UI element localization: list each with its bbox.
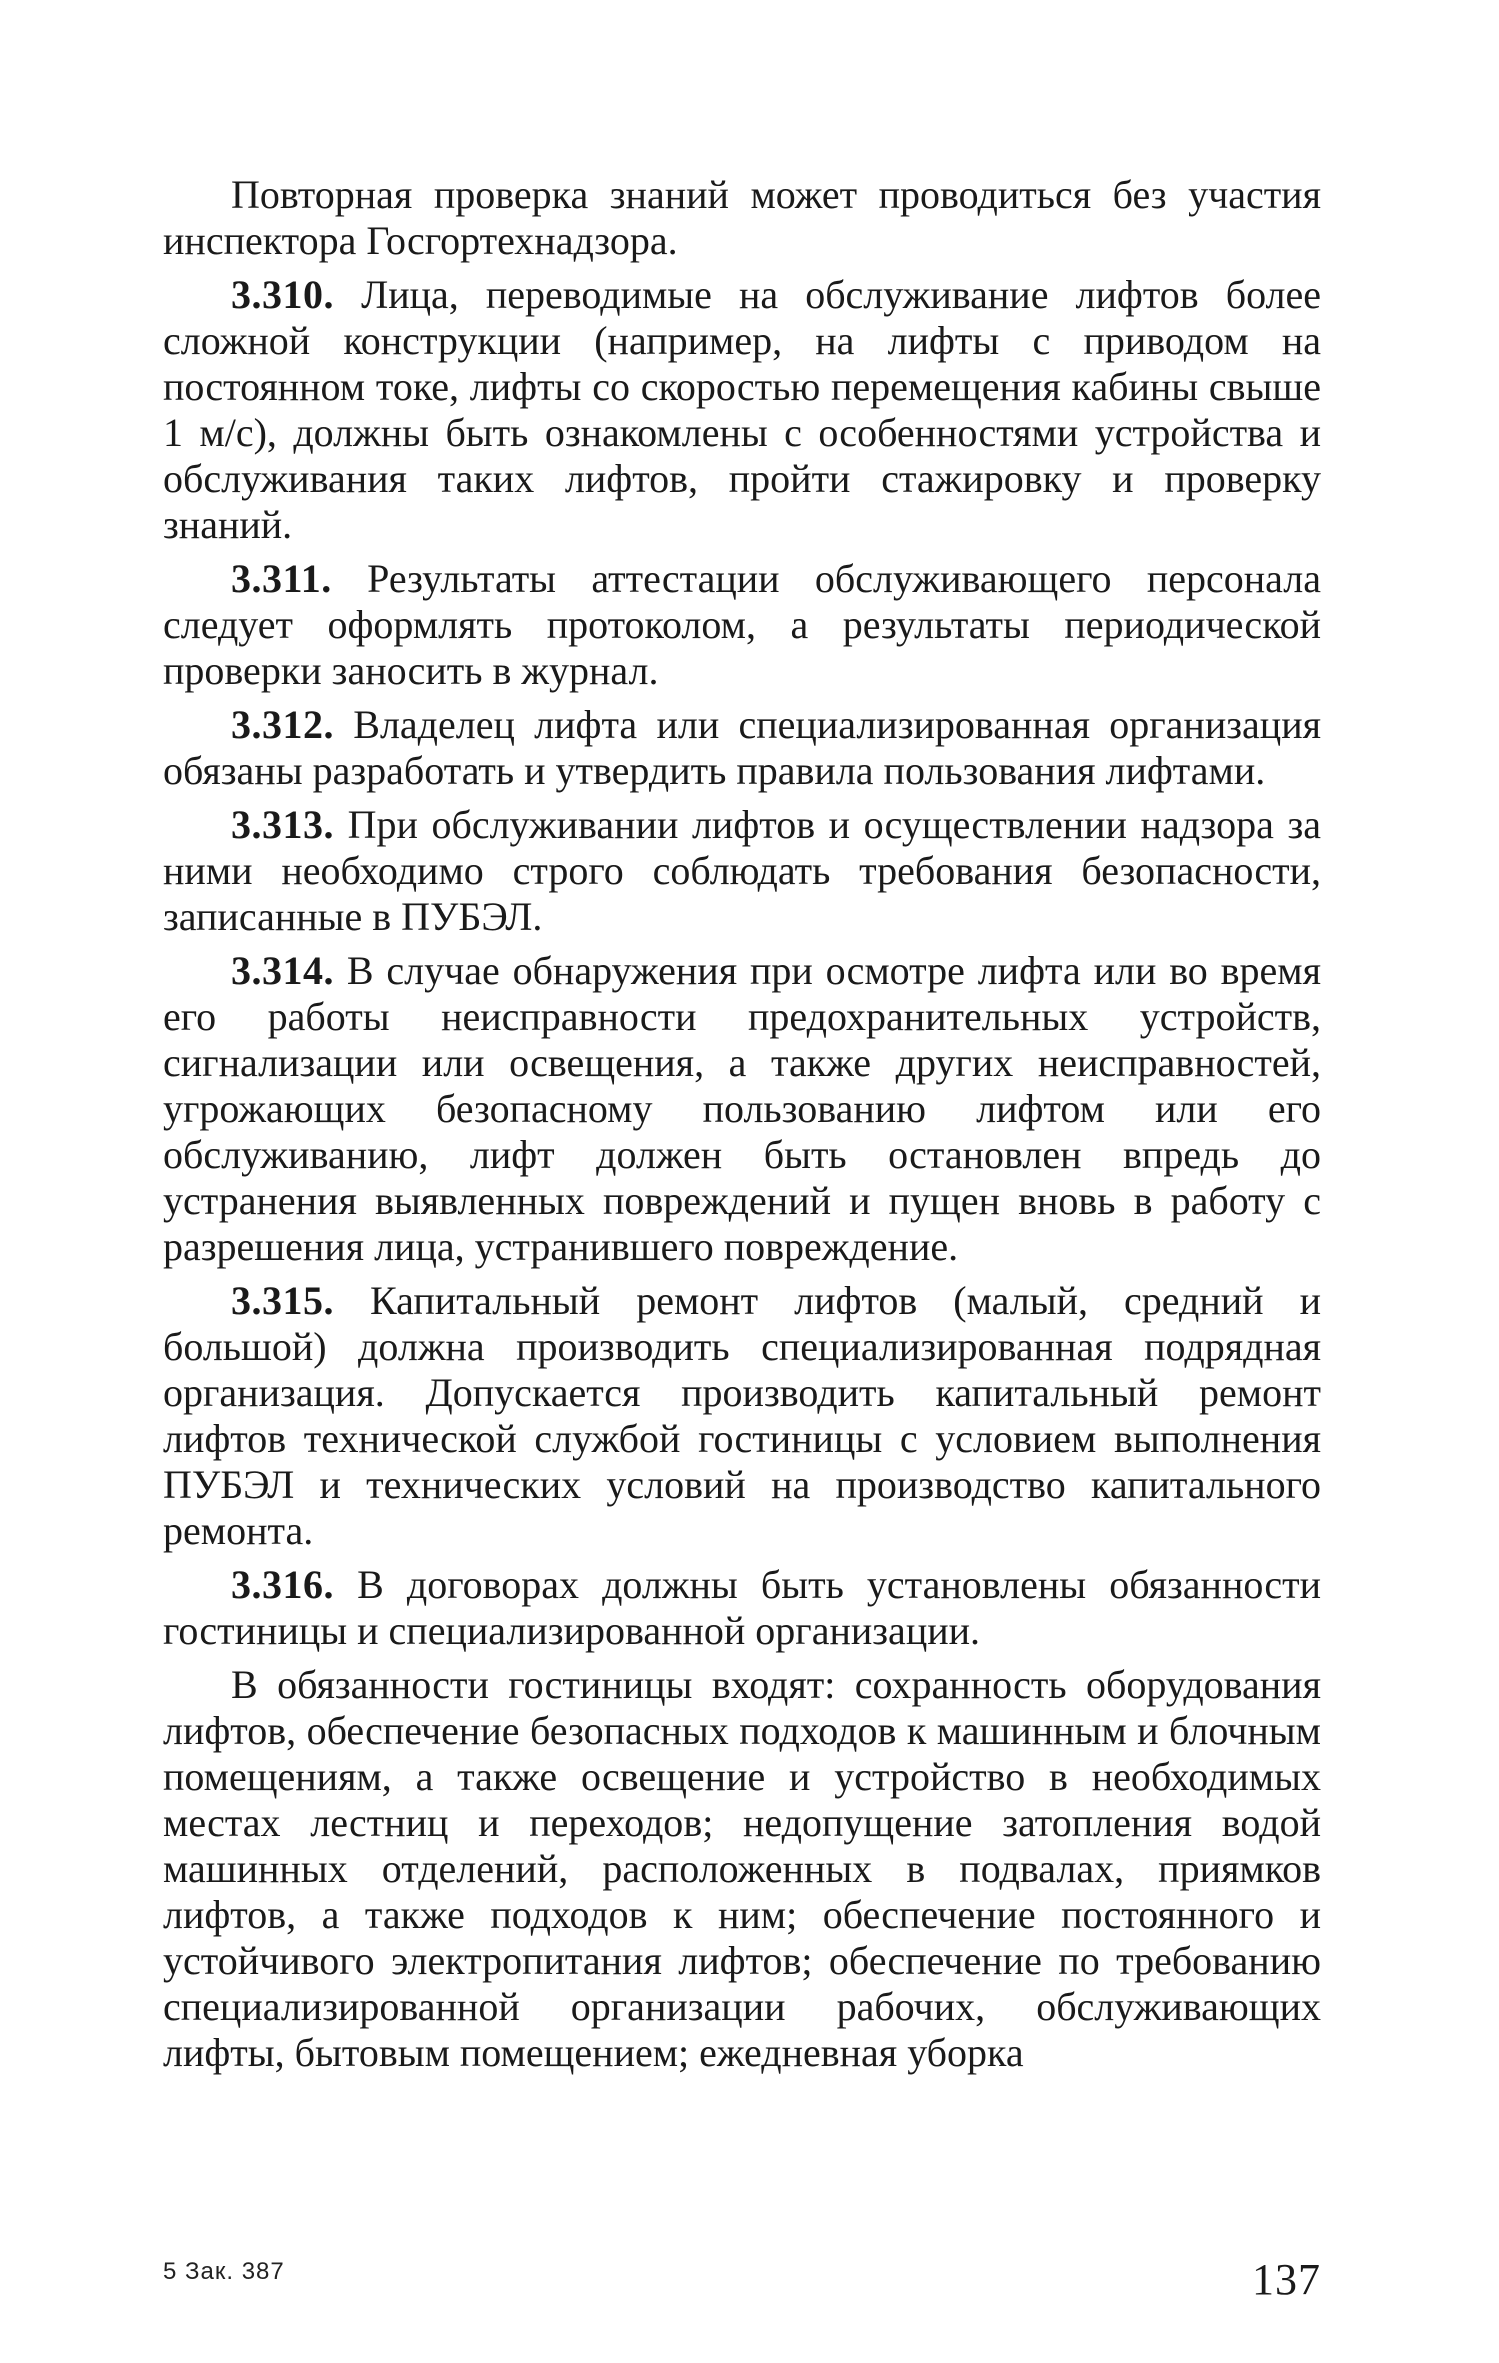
clause-number: 3.314. xyxy=(231,948,334,993)
paragraph-3-313 xyxy=(163,802,1321,940)
paragraph-text: В договорах должны быть установлены обязанности гостиницы и специализированной организации. xyxy=(163,1562,1321,1653)
paragraph-3-316 xyxy=(163,1562,1321,1654)
paragraph-text: Владелец лифта или специализированная организация обязаны разработать и утвердить правила пользования лифтами. xyxy=(163,702,1322,793)
paragraph-3-310 xyxy=(163,272,1321,548)
paragraph-hotel-duties xyxy=(163,1662,1321,2076)
page-body xyxy=(163,172,1321,2084)
paragraph-text: В случае обнаружения при осмотре лифта или во время его работы неисправности предохранительных устройств, сигнализации или освещения, а также других неисправностей, угрожающих безопасному пользованию лифтом или его обслуживанию, лифт должен быть остановлен впредь до устранения выявленных повреждений и пущен вновь в работу с разрешения лица, устранившего повреждение. xyxy=(163,948,1322,1269)
clause-number: 3.311. xyxy=(231,556,332,601)
paragraph-3-311 xyxy=(163,556,1321,694)
paragraph-text: В обязанности гостиницы входят: сохранность оборудования лифтов, обеспечение безопасных подходов к машинным и блочным помещениям, а также освещение и устройство в необходимых местах лестниц и переходов; недопущение затопления водой машинных отделений, расположенных в подвалах, приямков лифтов, а также подходов к ним; обеспечение постоянного и устойчивого электропитания лифтов; обеспечение по требованию специализированной организации рабочих, обслуживающих лифты, бытовым помещением; ежедневная уборка xyxy=(163,1662,1321,2075)
clause-number: 3.312. xyxy=(231,702,334,747)
clause-number: 3.310. xyxy=(231,272,334,317)
paragraph-3-315 xyxy=(163,1278,1321,1554)
paragraph-text: Лица, переводимые на обслуживание лифтов более сложной конструкции (например, на лифты с приводом на постоянном токе, лифты со скоростью перемещения кабины свыше 1 м/с), должны быть ознакомлены с особенностями устройства и обслуживания таких лифтов, пройти стажировку и проверку знаний. xyxy=(163,272,1322,547)
paragraph-repeat-check xyxy=(163,172,1321,264)
clause-number: 3.316. xyxy=(231,1562,334,1607)
page-footer xyxy=(163,2254,1321,2314)
paragraph-text: Капитальный ремонт лифтов (малый, средний и большой) должна производить специализированная подрядная организация. Допускается производить капитальный ремонт лифтов технической службой гостиницы с условием выполнения ПУБЭЛ и технических условий на производство капитального ремонта. xyxy=(163,1278,1321,1553)
page-number: 137 xyxy=(1252,2255,1321,2304)
paragraph-text: Результаты аттестации обслуживающего персонала следует оформлять протоколом, а результаты периодической проверки заносить в журнал. xyxy=(163,556,1321,693)
paragraph-3-314 xyxy=(163,948,1321,1270)
paragraph-text: Повторная проверка знаний может проводиться без участия инспектора Госгортехнадзора. xyxy=(163,172,1321,263)
clause-number: 3.313. xyxy=(231,802,334,847)
paragraph-text: При обслуживании лифтов и осуществлении надзора за ними необходимо строго соблюдать требования безопасности, записанные в ПУБЭЛ. xyxy=(163,802,1322,939)
printer-signature: 5 Зак. 387 xyxy=(163,2258,285,2285)
clause-number: 3.315. xyxy=(231,1278,334,1323)
paragraph-3-312 xyxy=(163,702,1321,794)
